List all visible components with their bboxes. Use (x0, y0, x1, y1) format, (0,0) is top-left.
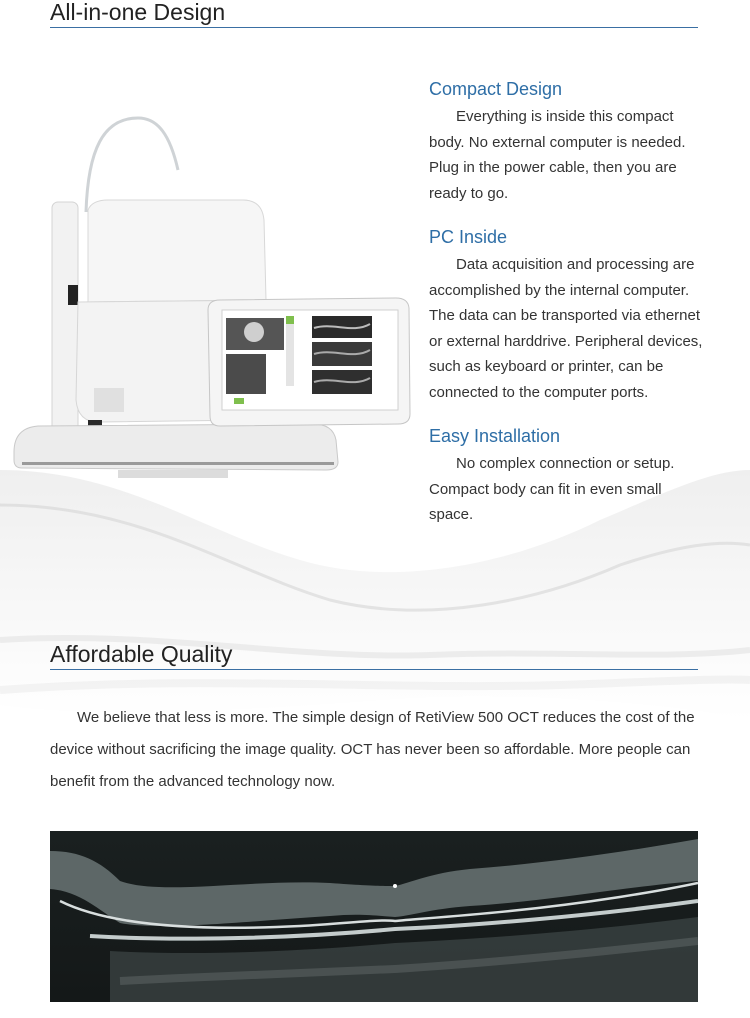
section-title-quality: Affordable Quality (50, 641, 698, 670)
feature-compact-design (429, 76, 709, 206)
feature-easy-installation (429, 423, 709, 528)
oct-scan-image (50, 831, 698, 1002)
quality-paragraph: We believe that less is more. The simple design of RetiView 500 OCT reduces the cost of the device without sacrificing the image quality. OCT has never been so affordable. More people can benefit from the advanced technology now. (50, 709, 695, 790)
feature-heading: Easy Installation (429, 426, 561, 446)
section-title-design: All-in-one Design (50, 0, 698, 28)
feature-list (429, 76, 709, 546)
feature-pc-inside (429, 224, 709, 405)
feature-heading: Compact Design (429, 79, 563, 99)
feature-body: No complex connection or setup. Compact body can fit in even small space. (429, 455, 675, 523)
feature-body: Data acquisition and processing are accomplished by the internal computer. The data can be transported via ethernet or external harddrive. Peripheral devices, such as keyboard or printer, can be connected to the computer ports. (429, 256, 703, 401)
feature-body: Everything is inside this compact body. No external computer is needed. Plug in the power cable, then you are ready to go. (429, 108, 686, 202)
oct-device-image (8, 110, 413, 480)
feature-heading: PC Inside (429, 227, 508, 247)
